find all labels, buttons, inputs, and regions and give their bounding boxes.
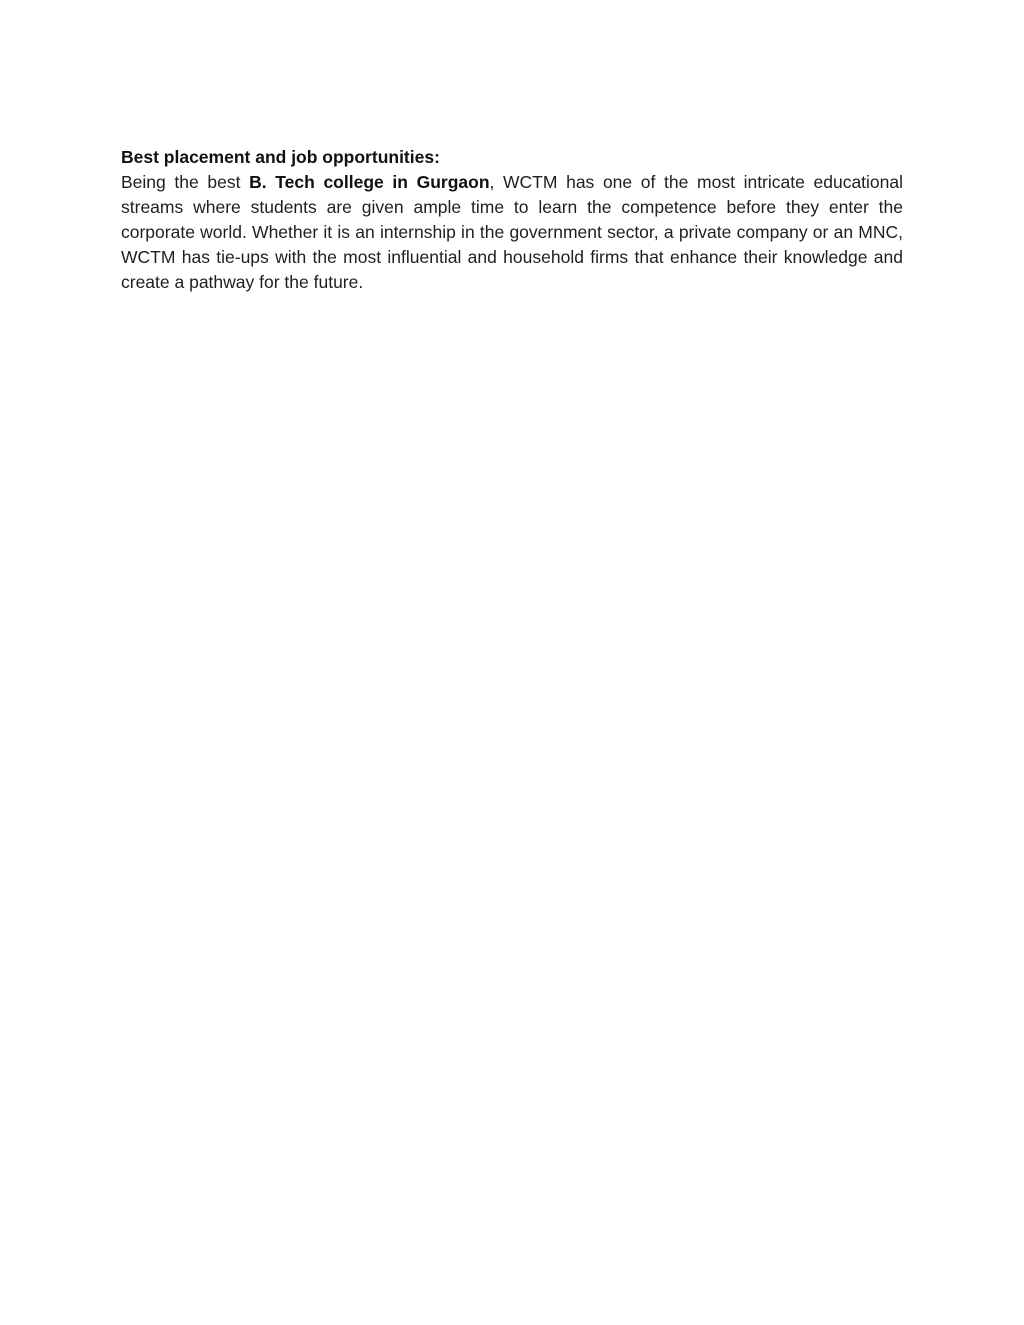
paragraph-rest-text: , WCTM has one of the most intricate educational streams where students are given ample time to learn the competence before they enter the corporate world. Whether it is an internship in the government sector, a private company or an MNC, WCTM has tie-ups with the most influential and household firms that enhance their knowledge and create a pathway for the future. bbox=[121, 172, 904, 292]
section-heading: Best placement and job opportunities: bbox=[121, 147, 440, 167]
paragraph-emphasis-text: B. Tech college in Gurgaon bbox=[249, 172, 490, 192]
body-paragraph bbox=[121, 170, 903, 295]
document-body bbox=[121, 145, 903, 295]
paragraph-lead-text: Being the best bbox=[121, 172, 250, 192]
